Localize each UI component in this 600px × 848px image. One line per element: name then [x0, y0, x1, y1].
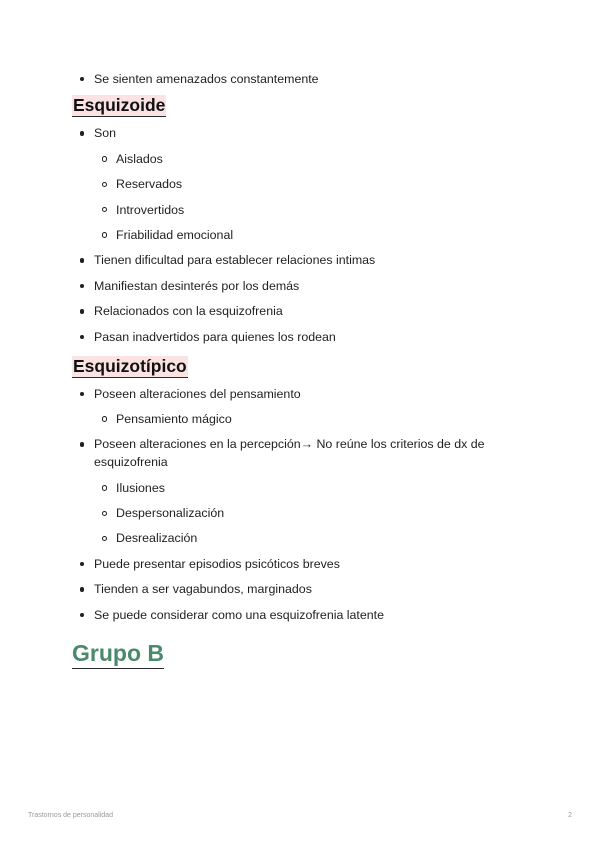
- list-item: Tienen dificultad para establecer relaciones intimas: [72, 251, 532, 269]
- sub-list-item: Despersonalización: [72, 504, 532, 522]
- list-item: Se puede considerar como una esquizofrenia latente: [72, 606, 532, 624]
- section-heading-esquizotipico: Esquizotípico: [73, 355, 187, 376]
- list-item: Pasan inadvertidos para quienes los rodean: [72, 328, 532, 346]
- sub-list-item: Reservados: [72, 175, 532, 193]
- list-item: Se sienten amenazados constantemente: [72, 70, 532, 88]
- sub-list-item: Friabilidad emocional: [72, 226, 532, 244]
- esquizotipico-list: [72, 385, 532, 624]
- list-item: Poseen alteraciones en la percepción→ No reúne los criterios de dx de esquizofrenia: [72, 435, 532, 471]
- grupo-b-heading-wrap: [72, 639, 532, 669]
- esquizoide-list: [72, 124, 532, 345]
- list-item: Puede presentar episodios psicóticos breves: [72, 555, 532, 573]
- footer-page-number: 2: [568, 812, 572, 819]
- sub-list-item: Aislados: [72, 150, 532, 168]
- section-heading-grupo-b: Grupo B: [72, 639, 164, 669]
- intro-list: [72, 70, 532, 88]
- sub-list-item: Ilusiones: [72, 479, 532, 497]
- sub-list-item: Pensamiento mágico: [72, 410, 532, 428]
- list-item: Poseen alteraciones del pensamiento: [72, 385, 532, 403]
- footer-document-title: Trastornos de personalidad: [28, 812, 113, 819]
- list-item: Manifiestan desinterés por los demás: [72, 277, 532, 295]
- sub-list-item: Introvertidos: [72, 201, 532, 219]
- document-body: [72, 70, 532, 669]
- list-item: Relacionados con la esquizofrenia: [72, 302, 532, 320]
- sub-list-item: Desrealización: [72, 529, 532, 547]
- esquizoide-heading-wrap: [72, 95, 532, 117]
- list-item: Tienden a ser vagabundos, marginados: [72, 580, 532, 598]
- list-item: Son: [72, 124, 532, 142]
- section-heading-esquizoide: Esquizoide: [73, 95, 166, 116]
- esquizotipico-heading-wrap: [72, 356, 532, 378]
